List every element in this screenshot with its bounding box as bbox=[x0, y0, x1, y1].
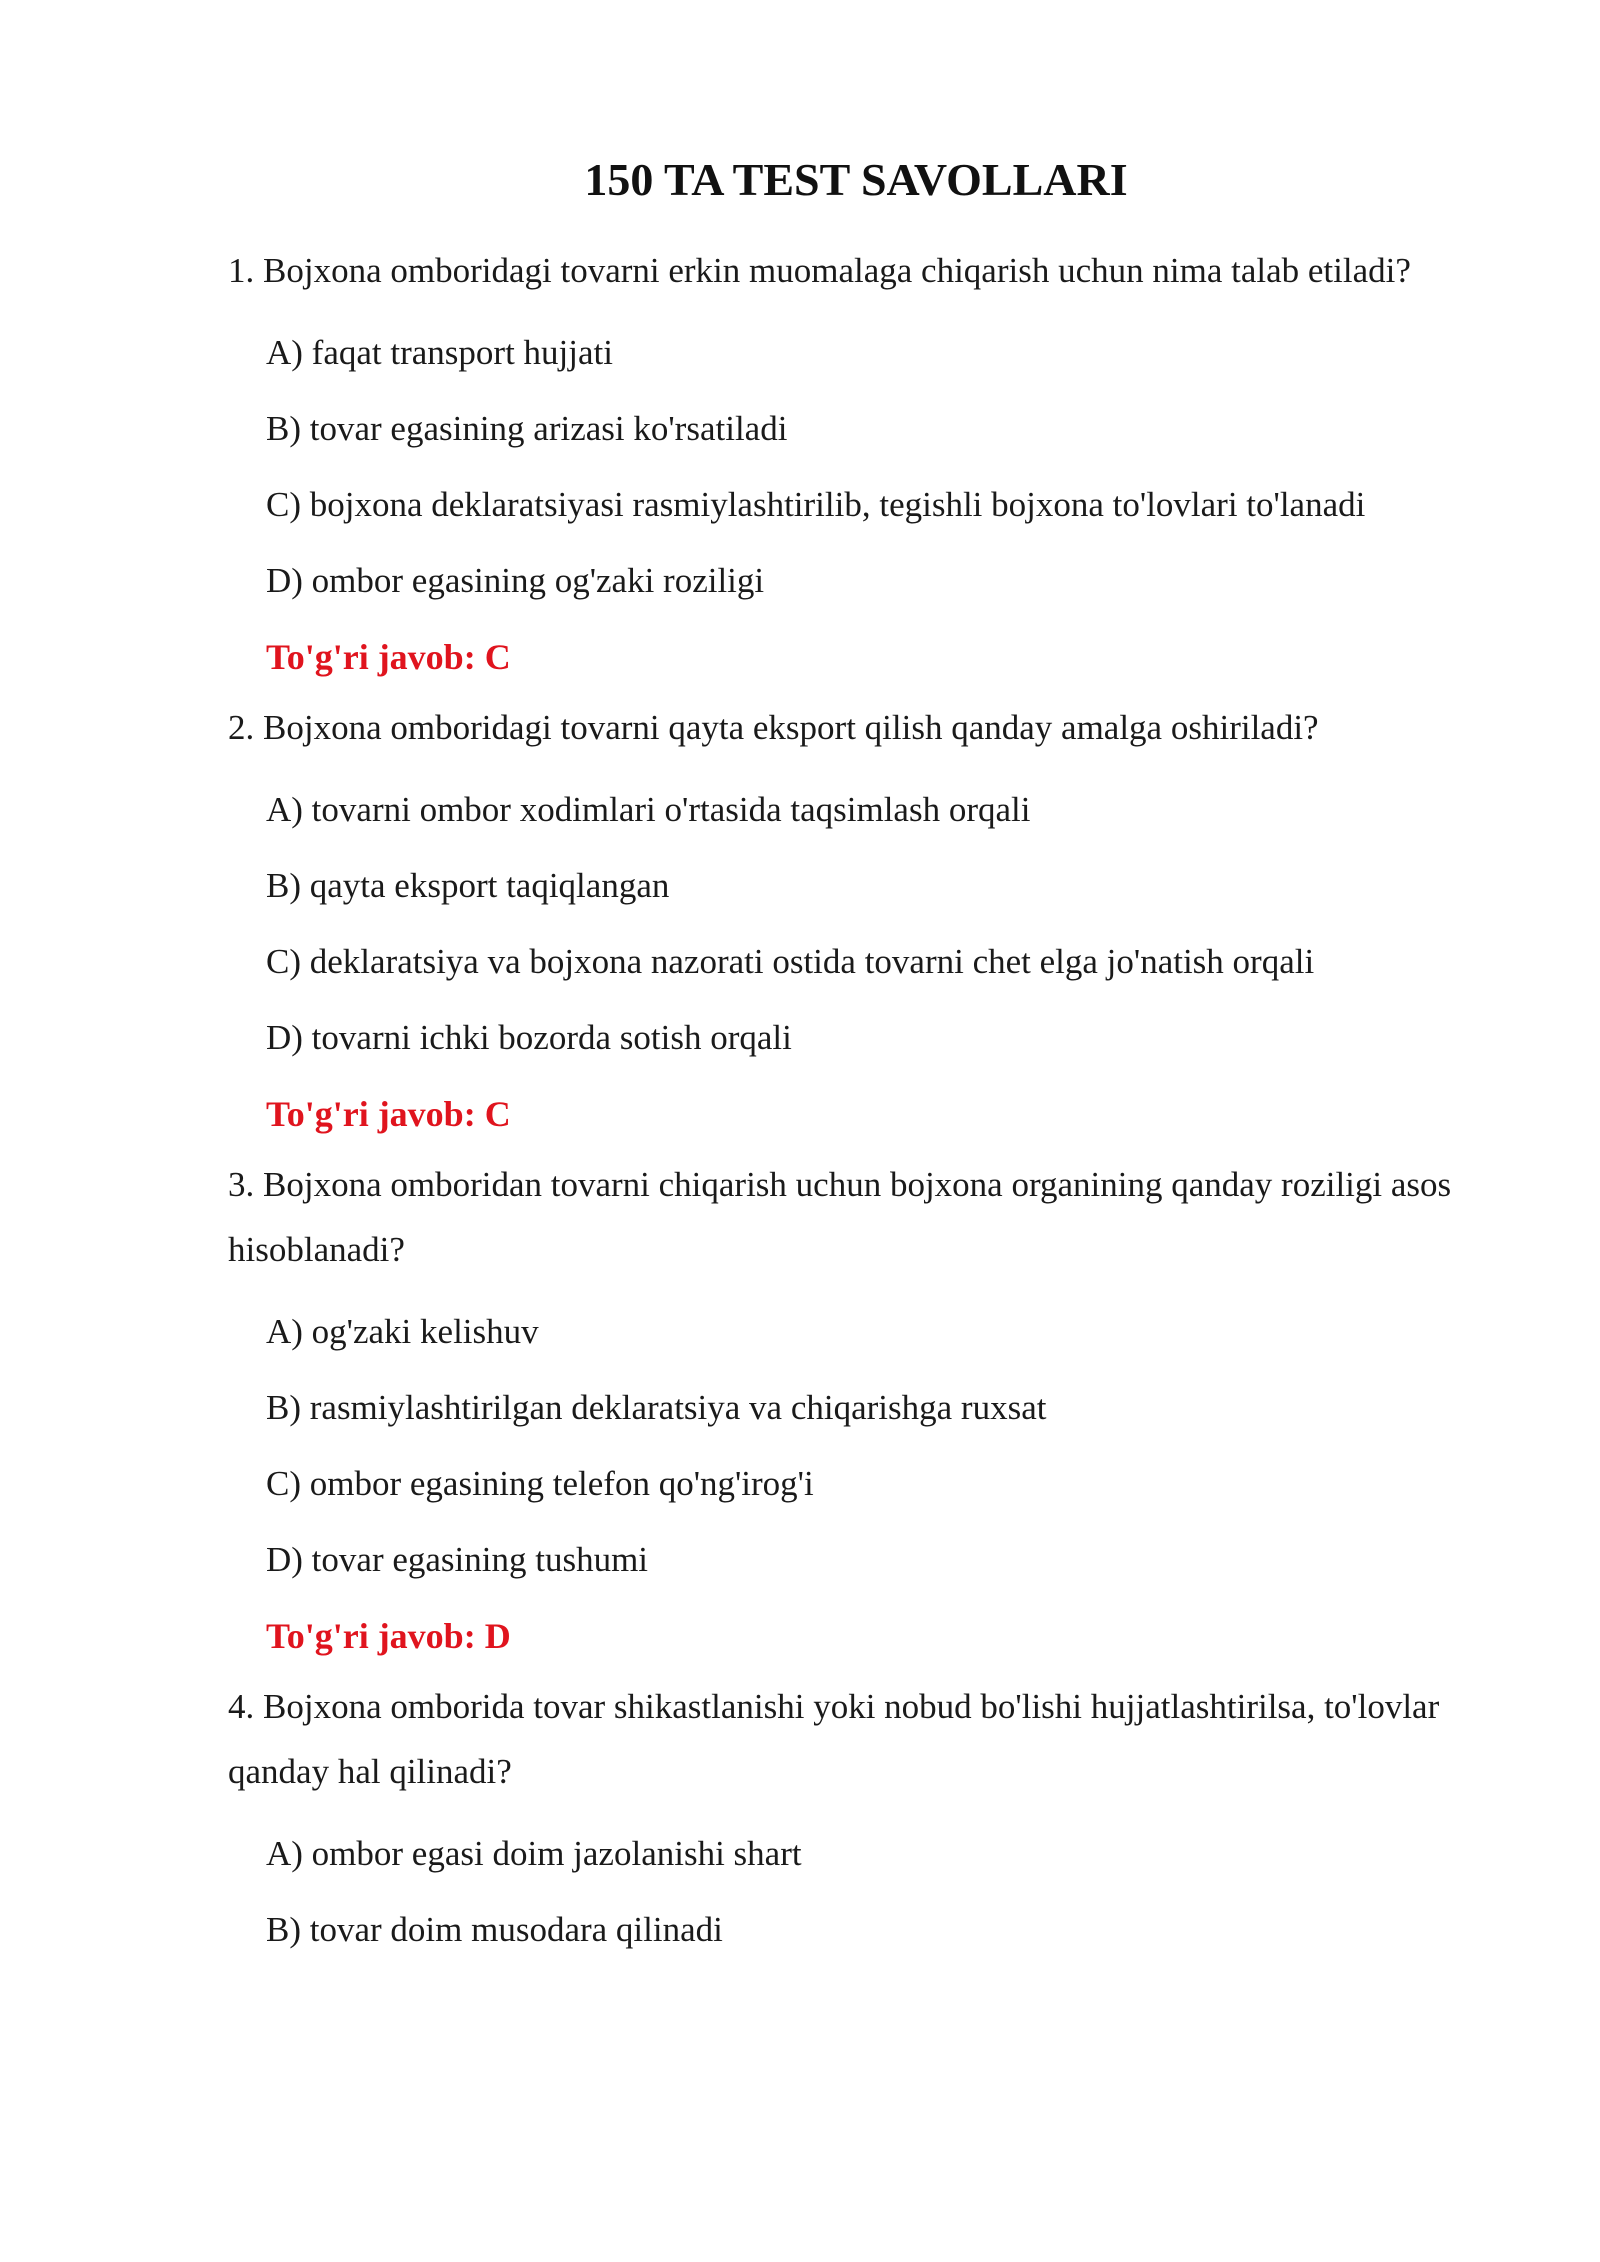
option-b: B) tovar egasining arizasi ko'rsatiladi bbox=[266, 409, 788, 448]
correct-answer: To'g'ri javob: C bbox=[266, 1094, 511, 1134]
option-a: A) ombor egasi doim jazolanishi shart bbox=[266, 1834, 802, 1873]
question-2 bbox=[228, 695, 1478, 760]
option-list bbox=[228, 315, 1478, 619]
option-a: A) og'zaki kelishuv bbox=[266, 1312, 539, 1351]
question-text: 4. Bojxona omborida tovar shikastlanishi yoki nobud bo'lishi hujjatlashtirilsa, to'lovlar qanday hal qilinadi? bbox=[228, 1687, 1440, 1791]
question-1 bbox=[228, 238, 1478, 303]
question-4 bbox=[228, 1674, 1478, 1804]
question-text: 1. Bojxona omboridagi tovarni erkin muomalaga chiqarish uchun nima talab etiladi? bbox=[228, 251, 1411, 290]
question-text: 2. Bojxona omboridagi tovarni qayta eksport qilish qanday amalga oshiriladi? bbox=[228, 708, 1319, 747]
option-d: D) tovarni ichki bozorda sotish orqali bbox=[266, 1018, 792, 1057]
correct-answer: To'g'ri javob: C bbox=[266, 637, 511, 677]
option-d: D) tovar egasining tushumi bbox=[266, 1540, 649, 1579]
option-c: C) bojxona deklaratsiyasi rasmiylashtirilib, tegishli bojxona to'lovlari to'lanadi bbox=[266, 485, 1366, 524]
question-list bbox=[228, 238, 1478, 1968]
option-b: B) rasmiylashtirilgan deklaratsiya va chiqarishga ruxsat bbox=[266, 1388, 1047, 1427]
option-b: B) tovar doim musodara qilinadi bbox=[266, 1910, 723, 1949]
option-d: D) ombor egasining og'zaki roziligi bbox=[266, 561, 765, 600]
option-b: B) qayta eksport taqiqlangan bbox=[266, 866, 670, 905]
document-title: 150 TA TEST SAVOLLARI bbox=[584, 154, 1128, 205]
option-list bbox=[228, 1816, 1478, 1968]
option-a: A) faqat transport hujjati bbox=[266, 333, 613, 372]
option-a: A) tovarni ombor xodimlari o'rtasida taqsimlash orqali bbox=[266, 790, 1031, 829]
question-text: 3. Bojxona omboridan tovarni chiqarish uchun bojxona organining qanday roziligi asos hisoblanadi? bbox=[228, 1165, 1452, 1269]
correct-answer: To'g'ri javob: D bbox=[266, 1616, 511, 1656]
option-c: C) deklaratsiya va bojxona nazorati ostida tovarni chet elga jo'natish orqali bbox=[266, 942, 1315, 981]
option-c: C) ombor egasining telefon qo'ng'irog'i bbox=[266, 1464, 814, 1503]
option-list bbox=[228, 772, 1478, 1076]
option-list bbox=[228, 1294, 1478, 1598]
question-3 bbox=[228, 1152, 1478, 1282]
